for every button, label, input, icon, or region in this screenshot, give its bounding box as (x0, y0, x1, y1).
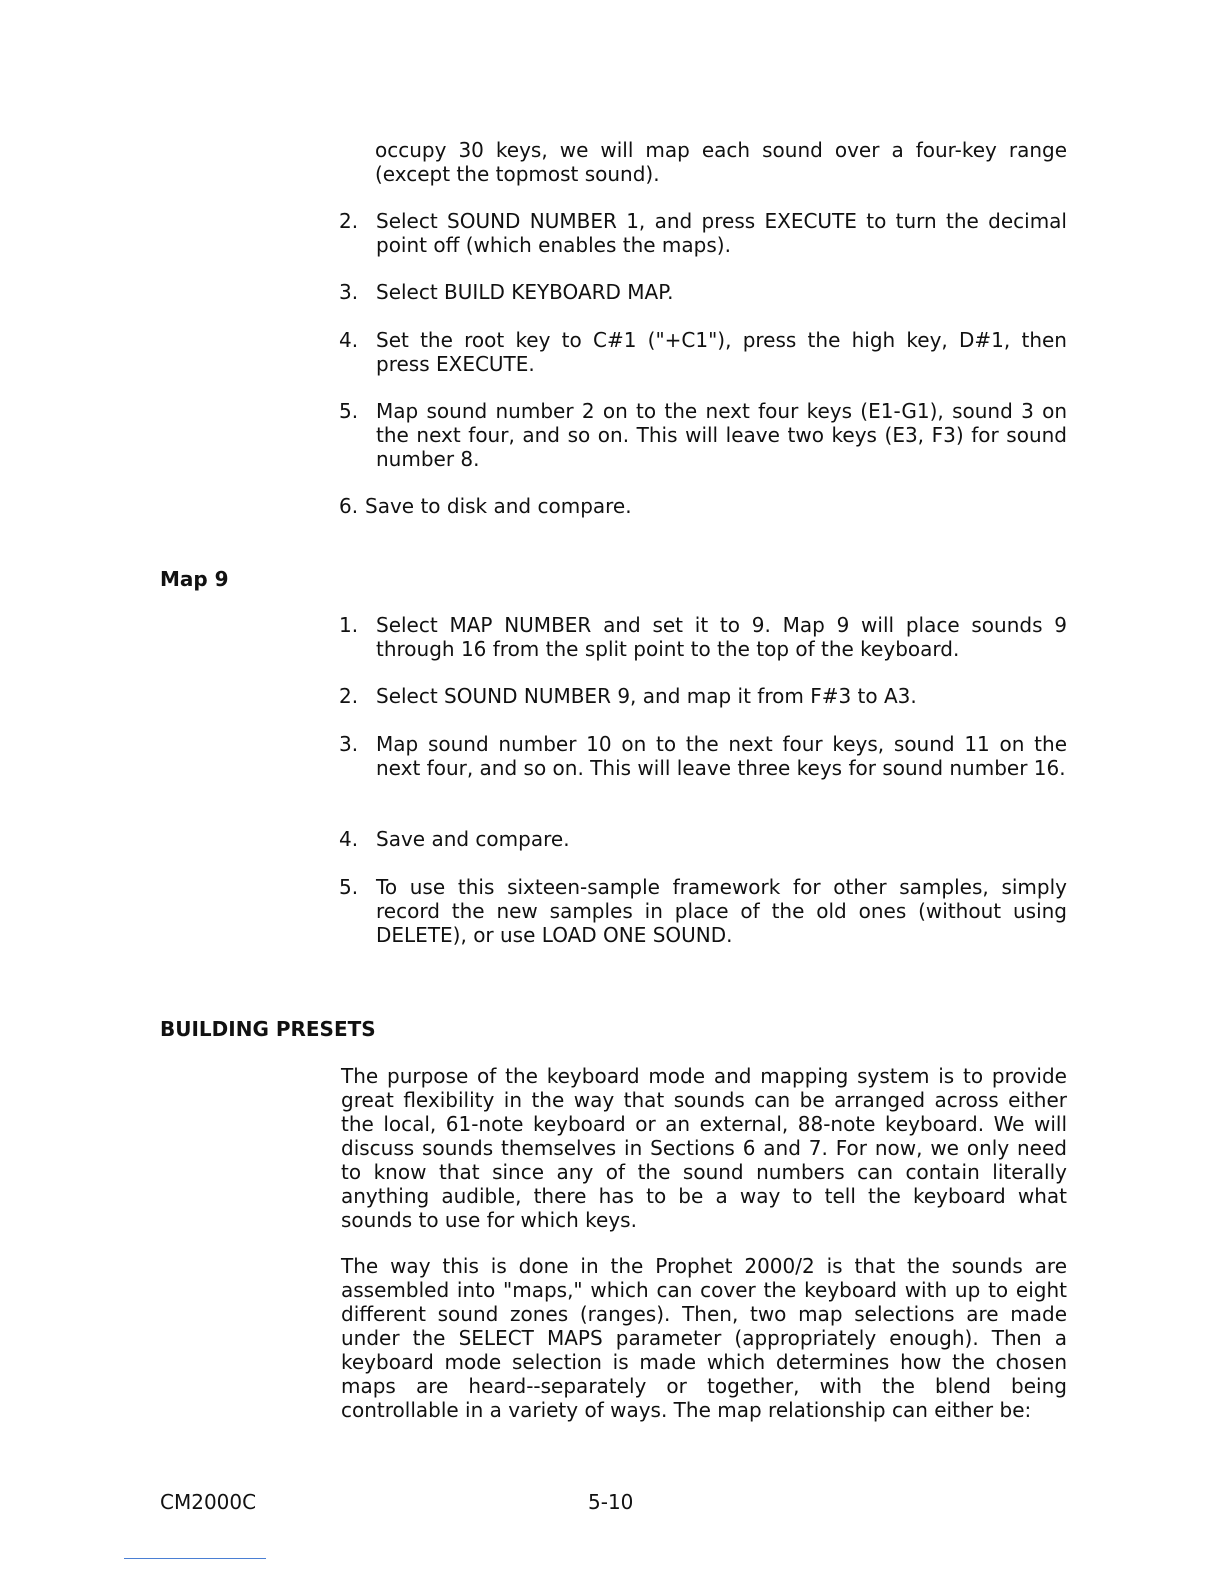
list-item-text: Set the root key to C#1 ("+C1"), press the high key, D#1, then press EXECUTE. (376, 328, 1067, 376)
list-item-number: 4. (339, 328, 359, 352)
list-item-text: Save to disk and compare. (365, 494, 632, 518)
list-item-number: 2. (339, 209, 359, 233)
presets-paragraph-2: The way this is done in the Prophet 2000/2 is that the sounds are assembled into "maps," which can cover the keyboard with up to eight different sound zones (ranges). Then, two map selections are made under the SELECT MAPS parameter (appropriately enough). Then a keyboard mode selection is made which determines how the chosen maps are heard--separately or together, with the blend being controllable in a variety of ways. The map relationship can either be: (341, 1254, 1067, 1422)
list-item-number: 1. (339, 613, 359, 637)
list-item-text: Map sound number 2 on to the next four keys (E1-G1), sound 3 on the next four, and so on. This will leave two keys (E3, F3) for sound number 8. (376, 399, 1067, 471)
list-item (339, 732, 1067, 804)
list-item-text: Save and compare. (376, 827, 570, 851)
list-item-text: Select BUILD KEYBOARD MAP. (376, 280, 674, 304)
list-item (339, 684, 1067, 708)
list-item (339, 209, 1067, 257)
footer-document-code: CM2000C (160, 1490, 257, 1514)
list-item (339, 827, 1067, 851)
list-item-number: 3. (339, 732, 359, 756)
list-item-text: Select SOUND NUMBER 9, and map it from F#3 to A3. (376, 684, 917, 708)
list-item-number: 5. (339, 399, 359, 423)
list-item-number: 3. (339, 280, 359, 304)
list-item-text: Select SOUND NUMBER 1, and press EXECUTE to turn the decimal point off (which enables the maps). (376, 209, 1067, 257)
continuation-paragraph: occupy 30 keys, we will map each sound over a four-key range (except the topmost sound). (375, 138, 1067, 186)
list-item (339, 328, 1067, 376)
list-item-text: Select MAP NUMBER and set it to 9. Map 9 will place sounds 9 through 16 from the split point to the top of the keyboard. (376, 613, 1067, 661)
list-item-number: 2. (339, 684, 359, 708)
list-item-number: 6. (339, 494, 359, 518)
list-item-text: Map sound number 10 on to the next four keys, sound 11 on the next four, and so on. This will leave three keys for sound number 16. (376, 732, 1067, 780)
list-item (339, 399, 1067, 471)
list-item-text: To use this sixteen-sample framework for other samples, simply record the new samples in place of the old ones (without using DELETE), or use LOAD ONE SOUND. (376, 875, 1067, 947)
list-item-number: 4. (339, 827, 359, 851)
list-item (339, 494, 1067, 518)
list-item (339, 280, 1067, 304)
footer-page-number: 5-10 (588, 1490, 634, 1514)
map9-heading: Map 9 (160, 567, 229, 591)
footnote-divider (124, 1558, 266, 1559)
presets-paragraph-1: The purpose of the keyboard mode and mapping system is to provide great flexibility in the way that sounds can be arranged across either the local, 61-note keyboard or an external, 88-note keyboard. We will discuss sounds themselves in Sections 6 and 7. For now, we only need to know that since any of the sound numbers can contain literally anything audible, there has to be a way to tell the keyboard what sounds to use for which keys. (341, 1064, 1067, 1232)
building-presets-heading: BUILDING PRESETS (160, 1017, 376, 1041)
list-item (339, 875, 1067, 947)
list-item-number: 5. (339, 875, 359, 899)
list-item (339, 613, 1067, 661)
